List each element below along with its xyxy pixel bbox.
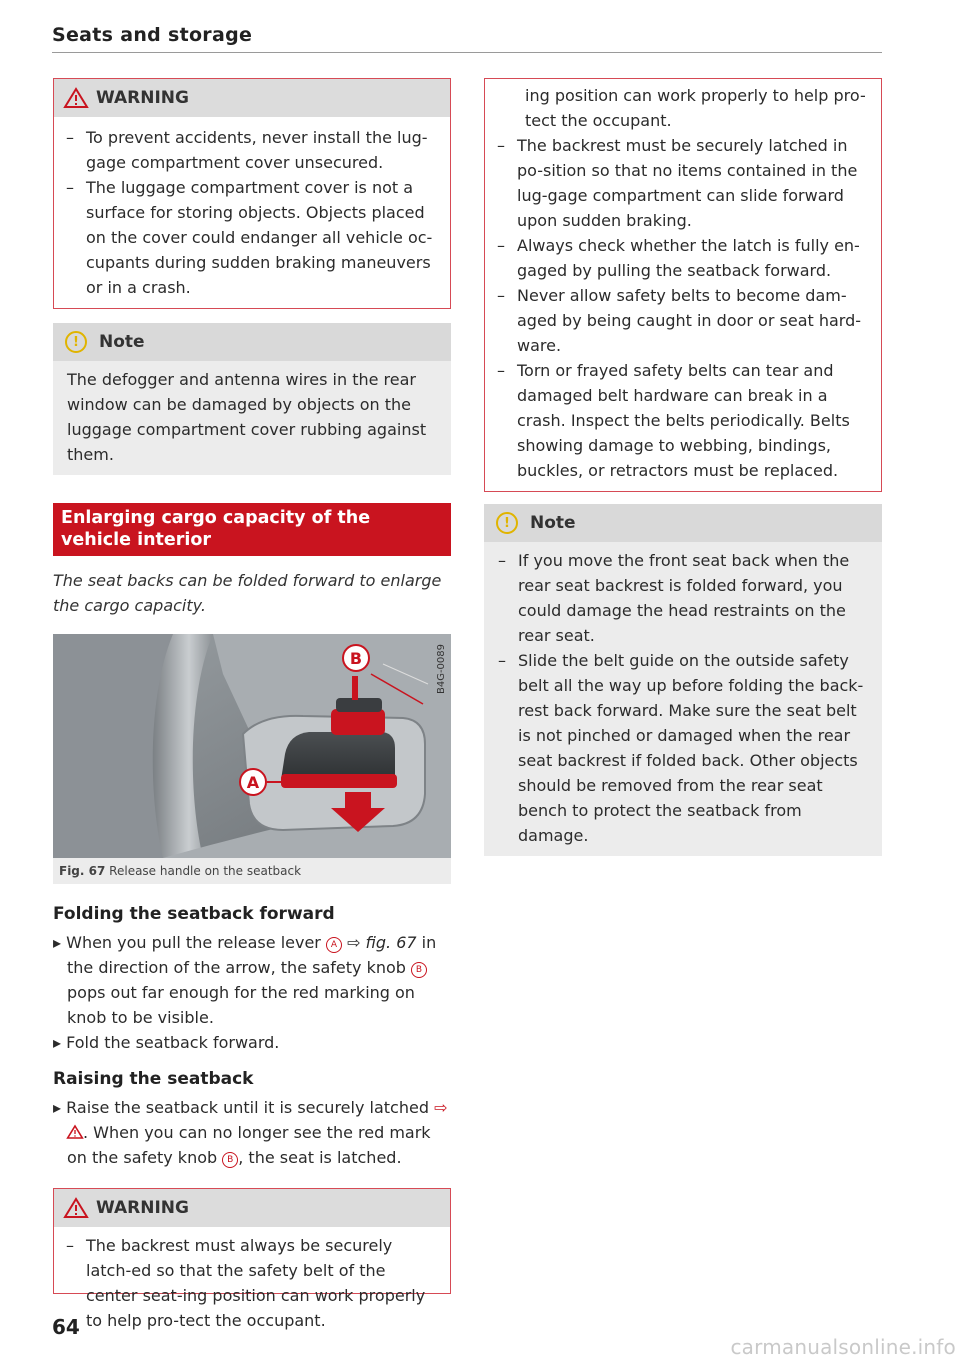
folding-steps <box>53 930 451 1055</box>
step-item: ▸ Fold the seatback forward. <box>53 1033 280 1052</box>
figure-label-a: A <box>246 773 260 792</box>
section-intro: The seat backs can be folded forward to enlarge the cargo capacity. <box>53 571 442 615</box>
warning-body <box>485 79 881 491</box>
note-item: – If you move the front seat back when the rear seat backrest is folded forward, you could damage the head restraints on the rear seat. <box>498 551 850 645</box>
note-item: – Slide the belt guide on the outside safety belt all the way up before folding the back-rest back forward. Make sure the seat belt is not pinched or damaged when the rear seat backrest if folded back. Other objects should be removed from the rear seat bench to protect the seatback from damage. <box>498 651 864 845</box>
right-column <box>484 78 882 856</box>
heading-folding: Folding the seatback forward <box>53 904 335 924</box>
note-box-2 <box>484 504 882 856</box>
warning-title: WARNING <box>96 1198 189 1218</box>
header-divider <box>52 52 882 53</box>
ref-b-icon: B <box>411 962 427 978</box>
section-title: Enlarging cargo capacity of the vehicle interior <box>53 503 451 556</box>
warning-header <box>54 79 450 117</box>
warning-box-2-continued <box>484 78 882 492</box>
warning-item: – Torn or frayed safety belts can tear and damaged belt hardware can break in a crash. Inspect the belts periodically. Belts showing damage to webbing, bindings, buckles, or retractors must be replaced. <box>497 361 850 480</box>
raising-steps <box>53 1095 451 1170</box>
warning-item-continued: ing position can work properly to help pro-tect the occupant. <box>525 86 866 130</box>
figure-block <box>53 634 451 884</box>
exclamation-circle-icon: ! <box>65 331 87 353</box>
ref-a-icon: A <box>326 937 342 953</box>
warning-title: WARNING <box>96 88 189 108</box>
note-body <box>53 361 451 475</box>
heading-raising: Raising the seatback <box>53 1069 254 1089</box>
note-header <box>484 504 882 542</box>
warning-item: – The luggage compartment cover is not a surface for storing objects. Objects placed on the cover could endanger all vehicle oc-cupants during sudden braking maneuvers or in a crash. <box>66 178 433 297</box>
warning-item: – To prevent accidents, never install the lug-gage compartment cover unsecured. <box>66 128 428 172</box>
step-item: ▸ When you pull the release lever A ⇨ fig. 67 in the direction of the arrow, the safety knob B pops out far enough for the red marking on knob to be visible. <box>53 933 437 1027</box>
warning-box-1 <box>53 78 451 309</box>
warning-triangle-icon <box>64 1198 88 1218</box>
warning-item: – Always check whether the latch is fully en-gaged by pulling the seatback forward. <box>497 236 860 280</box>
figure-caption-text: Release handle on the seatback <box>109 864 302 878</box>
figure-caption <box>53 858 451 884</box>
page-number: 64 <box>52 1315 80 1339</box>
warning-item: – The backrest must be securely latched in po-sition so that no items contained in the lug-gage compartment can slide forward upon sudden braking. <box>497 136 858 230</box>
warning-body <box>54 117 450 308</box>
watermark: carmanualsonline.info <box>730 1335 956 1359</box>
note-title: Note <box>530 513 576 533</box>
warning-triangle-icon <box>64 88 88 108</box>
step-item: ▸ Raise the seatback until it is securely latched ⇨ . When you can no longer see the red mark on the safety knob B , the seat is latched. <box>53 1098 448 1167</box>
warning-item: – The backrest must always be securely latch-ed so that the safety belt of the center seat-ing position can work properly to help pro-tect the occupant. <box>66 1236 426 1330</box>
figure-image <box>53 634 451 858</box>
note-text: The defogger and antenna wires in the rear window can be damaged by objects on the luggage compartment cover rubbing against them. <box>67 370 427 464</box>
header-title: Seats and storage <box>52 24 253 46</box>
warning-ref-icon[interactable] <box>67 1125 83 1139</box>
note-box-1 <box>53 323 451 475</box>
note-header <box>53 323 451 361</box>
seatback-illustration <box>53 634 451 858</box>
note-title: Note <box>99 332 145 352</box>
note-body <box>484 542 882 856</box>
figure-code: B4G-0089 <box>436 644 447 695</box>
figure-label-b: B <box>349 649 363 668</box>
warning-header <box>54 1189 450 1227</box>
page-header <box>52 24 882 46</box>
figure-number: Fig. 67 <box>59 864 106 878</box>
fig-link[interactable]: ⇨ fig. 67 <box>347 933 417 952</box>
ref-b-icon: B <box>222 1152 238 1168</box>
exclamation-circle-icon: ! <box>496 512 518 534</box>
warning-item: – Never allow safety belts to become dam-aged by being caught in door or seat hard-ware. <box>497 286 862 355</box>
